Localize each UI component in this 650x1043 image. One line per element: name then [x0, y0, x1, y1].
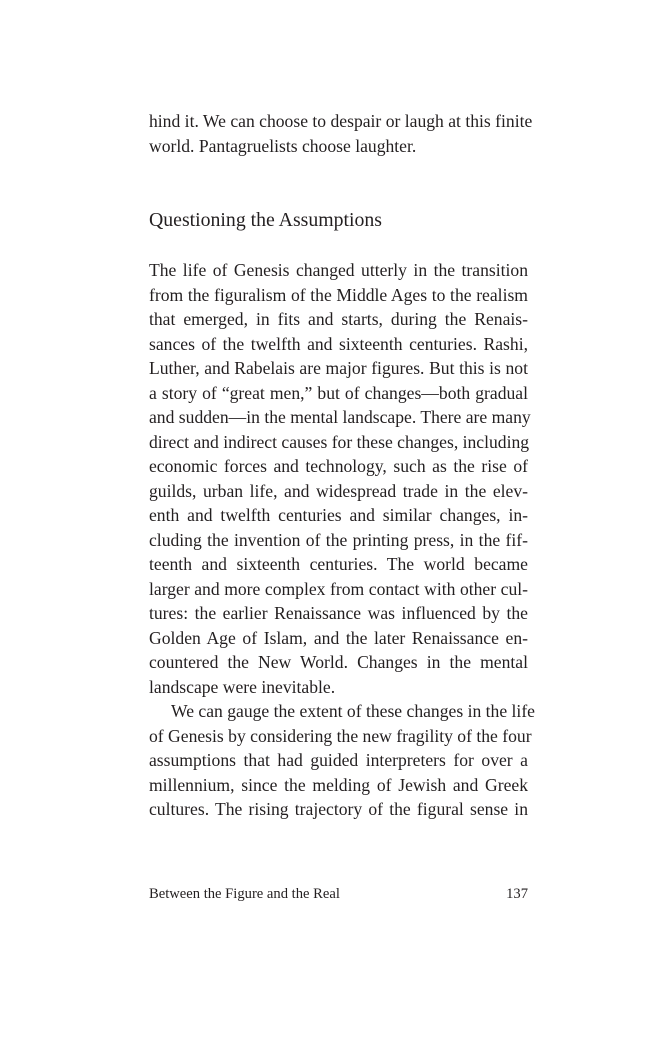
text-line: assumptions that had guided interpreters for over a	[149, 750, 528, 770]
text-line: that emerged, in fits and starts, during the Renais-	[149, 309, 528, 329]
text-line: larger and more complex from contact with other cul-	[149, 578, 528, 599]
text-line: direct and indirect causes for these changes, including	[149, 431, 530, 452]
text-line: The life of Genesis changed utterly in the transition	[149, 260, 528, 280]
text-line: guilds, urban life, and widespread trade in the elev-	[149, 480, 528, 501]
text-line: millennium, since the melding of Jewish and Greek	[149, 774, 528, 795]
text-line: cluding the invention of the printing press, in the fif-	[149, 529, 528, 550]
text-line: world. Pantagruelists choose laughter.	[149, 135, 417, 156]
text-line: tures: the earlier Renaissance was influenced by the	[149, 603, 528, 623]
text-line: economic forces and technology, such as the rise of	[149, 456, 528, 476]
text-line: of Genesis by considering the new fragility of the four	[149, 725, 532, 746]
text-line: a story of “great men,” but of changes—both gradual	[149, 382, 528, 403]
text-line: hind it. We can choose to despair or laugh at this finite	[149, 111, 533, 131]
page-number: 137	[506, 886, 528, 902]
text-line: enth and twelfth centuries and similar changes, in-	[149, 505, 528, 525]
text-line: from the figuralism of the Middle Ages to the realism	[149, 284, 528, 305]
text-line: landscape were inevitable.	[149, 676, 336, 697]
text-line: cultures. The rising trajectory of the figural sense in	[149, 799, 528, 819]
text-line: and sudden—in the mental landscape. There are many	[149, 407, 531, 427]
text-line: teenth and sixteenth centuries. The world became	[149, 554, 528, 574]
text-line: Golden Age of Islam, and the later Renaissance en-	[149, 627, 528, 648]
text-line: We can gauge the extent of these changes in the life	[171, 701, 535, 721]
text-line: sances of the twelfth and sixteenth centuries. Rashi,	[149, 333, 528, 354]
running-footer-title: Between the Figure and the Real	[149, 886, 340, 902]
text-line: countered the New World. Changes in the mental	[149, 652, 528, 672]
section-heading: Questioning the Assumptions	[149, 209, 382, 231]
text-line: Luther, and Rabelais are major figures. But this is not	[149, 358, 528, 378]
